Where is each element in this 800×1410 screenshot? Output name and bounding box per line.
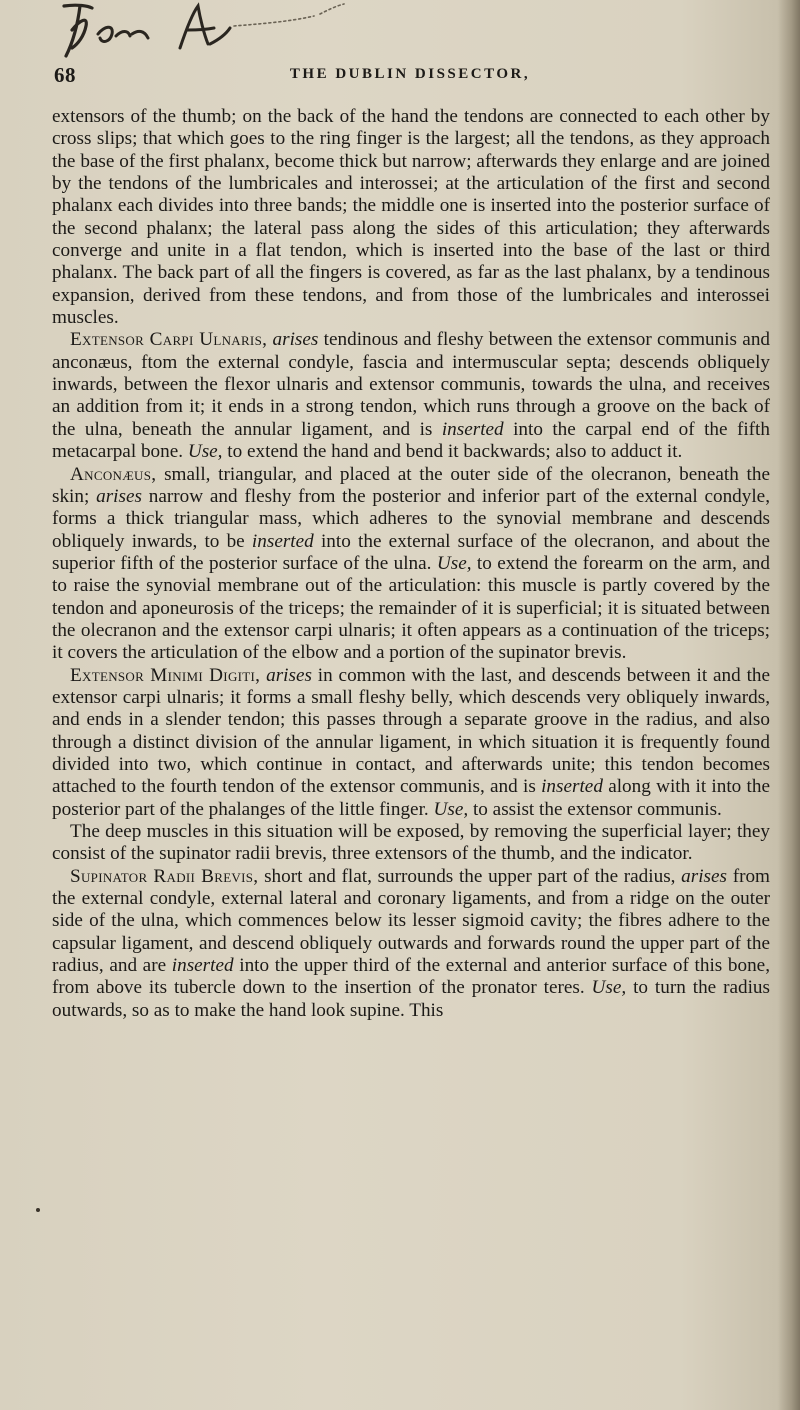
paragraph: Supinator Radii Brevis, short and flat, surrounds the upper part of the radius, arises from the external condyle, external lateral and coronary ligaments, and from a ridge on the outer side of the ulna, which commences below its lesser sigmoid cavity; the fibres adhere to the capsular ligament, and descend obliquely outwards and forwards round the upper part of the radius, and are inserted into the upper third of the external and anterior surface of this bone, from above its tubercle down to the insertion of the pronator teres. Use, to turn the radius outwards, so as to make the hand look supine. This (52, 865, 770, 1021)
muscle-heading: Extensor Carpi Ulnaris, (70, 329, 268, 351)
page-number: 68 (54, 63, 76, 87)
running-header (50, 60, 770, 88)
running-title: THE DUBLIN DISSECTOR, (289, 66, 531, 82)
paragraph: extensors of the thumb; on the back of the hand the tendons are connected to each other by cross slips; that which goes to the ring finger is the largest; all the tendons, as they approach the base of the first phalanx, become thick but narrow; afterwards they enlarge and are joined by the tendons of the lumbricales and interossei; at the articulation of the first and second phalanx each divides into three bands; the middle one is inserted into the posterior surface of the second phalanx; the lateral pass along the sides of this articulation; they afterwards converge and unite in a flat tendon, which is inserted into the base of the last or third phalanx. The back part of all the fingers is covered, as far as the last phalanx, by a tendinous expansion, derived from these tendons, and from those of the lumbricales and interossei muscles. (52, 106, 770, 329)
handwritten-signature (58, 0, 358, 62)
muscle-heading: Extensor Minimi Digiti, (70, 664, 261, 686)
margin-mark (36, 1208, 40, 1212)
page-edge-shadow (778, 0, 800, 1410)
paragraph: Extensor Minimi Digiti, arises in common with the last, and descends between it and the extensor carpi ulnaris; it forms a small fleshy belly, which descends very obliquely inwards, and ends in a slender tendon; this passes through a separate groove in the radius, and also through a distinct division of the annular ligament, in which situation it is frequently found divided into two, which continue in contact, and afterwards unite; this tendon becomes attached to the fourth tendon of the extensor communis, and is inserted along with it into the posterior part of the phalanges of the little finger. Use, to assist the extensor communis. (52, 664, 771, 820)
paragraph: Extensor Carpi Ulnaris, arises tendinous and fleshy between the extensor communis and anconæus, ftom the external condyle, fascia and intermuscular septa; descends obliquely inwards, between the flexor ulnaris and extensor communis, towards the ulna, and receives an addition from it; it ends in a strong tendon, which runs through a groove on the back of the ulna, beneath the annular ligament, and is inserted into the carpal end of the fifth metacarpal bone. Use, to extend the hand and bend it backwards; also to adduct it. (52, 329, 771, 463)
muscle-heading: Anconæus, (70, 463, 157, 485)
paragraph: Anconæus, small, triangular, and placed at the outer side of the olecranon, beneath the skin; arises narrow and fleshy from the posterior and inferior part of the external condyle, forms a thick triangular mass, which adheres to the synovial membrane and descends obliquely inwards, to be inserted into the external surface of the olecranon, and about the superior fifth of the posterior surface of the ulna. Use, to extend the forearm on the arm, and to raise the synovial membrane out of the articulation: this muscle is partly covered by the tendon and aponeurosis of the triceps; the remainder of it is superficial; it is situated between the olecranon and the extensor carpi ulnaris; it often appears as a continuation of the triceps; it covers the articulation of the elbow and a portion of the supinator brevis. (52, 463, 770, 664)
paragraph: The deep muscles in this situation will be exposed, by removing the superficial layer; they consist of the supinator radii brevis, three extensors of the thumb, and the indicator. (52, 821, 770, 865)
body-text (52, 106, 770, 1022)
muscle-heading: Supinator Radii Brevis, (70, 865, 259, 887)
